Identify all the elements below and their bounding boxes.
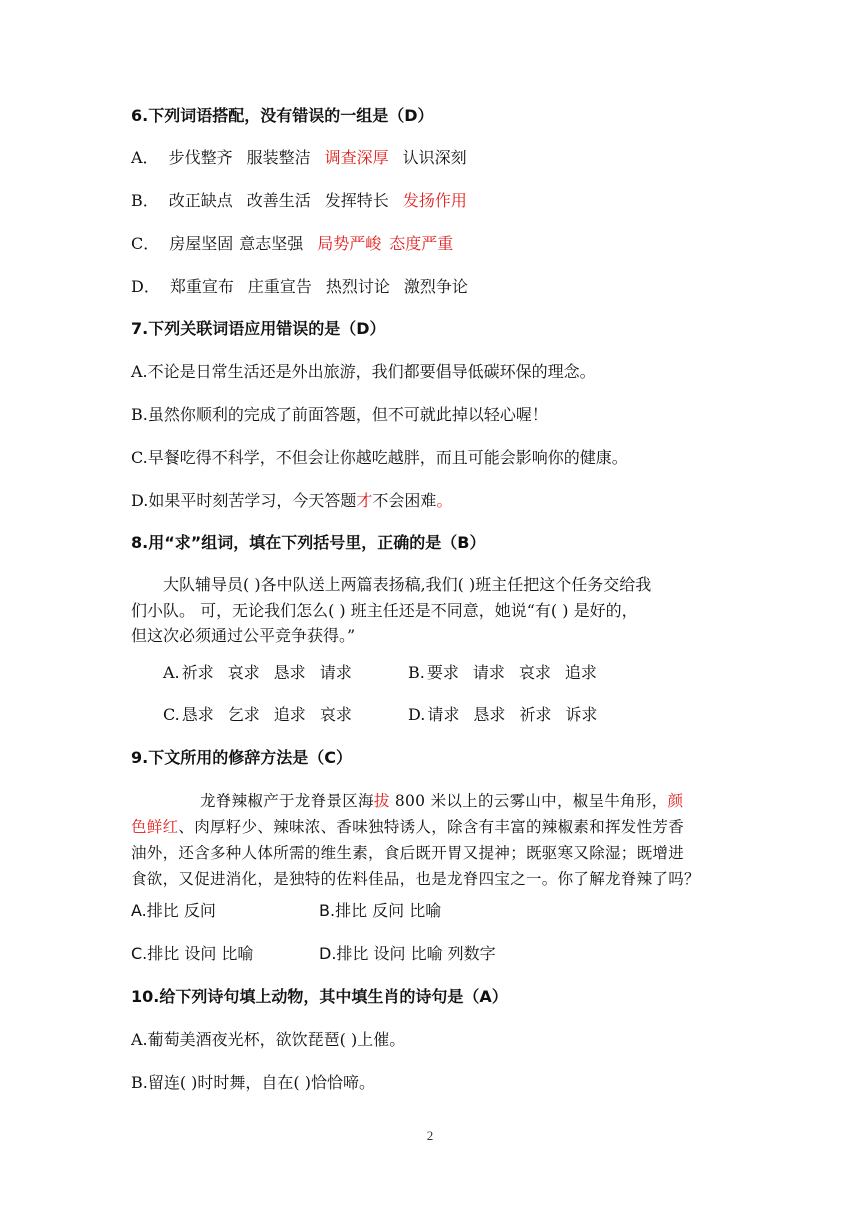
highlighted-word: 拔 <box>373 792 390 810</box>
text: 龙脊辣椒产于龙脊景区海 <box>200 792 374 810</box>
word: 认识深刻 <box>402 148 467 167</box>
word: 诉求 <box>565 705 598 724</box>
word: 祈求 <box>519 705 552 724</box>
option-label: D． <box>131 277 160 296</box>
question-8-title: 8.用“求”组词，填在下列括号里，正确的是（B） <box>131 533 486 552</box>
word: 服装整洁 <box>246 148 311 167</box>
q7-option-a: A.不论是日常生活还是外出旅游，我们都要倡导低碳环保的理念。 <box>131 362 596 381</box>
highlighted-word: 色鲜红 <box>131 818 179 836</box>
q9-option-a: A.排比 反问 <box>131 901 216 920</box>
word: 哀求 <box>518 663 551 682</box>
highlighted-word: 局势严峻 <box>317 234 382 253</box>
word: 恳求 <box>273 663 306 682</box>
word: 改善生活 <box>246 191 311 210</box>
highlighted-word: 调查深厚 <box>324 148 389 167</box>
word: 房屋坚固 <box>169 234 234 253</box>
q6-option-b <box>131 190 481 212</box>
option-label: C. <box>163 705 180 724</box>
word: 追求 <box>564 663 597 682</box>
q6-option-c <box>131 233 467 255</box>
q7-option-d <box>131 490 452 512</box>
word: 要求 <box>426 663 459 682</box>
word: 激烈争论 <box>403 277 468 296</box>
highlighted-word: 颜 <box>667 792 684 810</box>
q10-option-b: B.留连( )时时舞，自在( )恰恰啼。 <box>131 1073 375 1092</box>
q8-paragraph-line-3: 但这次必须通过公平竞争获得。” <box>131 626 356 645</box>
text: 不会困难 <box>372 491 437 510</box>
highlighted-punct: 。 <box>436 491 453 510</box>
q8-paragraph-line-1: 大队辅导员( )各中队送上两篇表扬稿,我们( )班主任把这个任务交给我 <box>163 575 652 594</box>
q8-option-a <box>163 662 366 684</box>
word: 哀求 <box>227 663 260 682</box>
q10-option-a: A.葡萄美酒夜光杯，欲饮琵琶( )上催。 <box>131 1030 406 1049</box>
word: 祈求 <box>181 663 214 682</box>
q8-option-c <box>163 704 366 726</box>
q8-option-d <box>408 704 611 726</box>
word: 热烈讨论 <box>325 277 390 296</box>
word: 追求 <box>273 705 306 724</box>
q6-option-d <box>131 276 482 298</box>
question-10-title: 10.给下列诗句填上动物，其中填生肖的诗句是（A） <box>131 987 508 1006</box>
q8-option-b <box>408 662 611 684</box>
highlighted-word: 才 <box>356 491 373 510</box>
question-6-title: 6.下列词语搭配，没有错误的一组是（D） <box>131 106 434 125</box>
word: 哀求 <box>319 705 352 724</box>
word: 恳求 <box>181 705 214 724</box>
word: 改正缺点 <box>168 191 233 210</box>
option-label: C． <box>131 234 160 253</box>
q9-option-d: D.排比 设问 比喻 列数字 <box>319 944 496 963</box>
word: 庄重宣告 <box>247 277 312 296</box>
option-label: D. <box>408 705 426 724</box>
word: 请求 <box>427 705 460 724</box>
option-label: A. <box>163 663 180 682</box>
text: D.如果平时刻苦学习，今天答题 <box>131 491 357 510</box>
question-7-title: 7.下列关联词语应用错误的是（D） <box>131 319 386 338</box>
option-label: B． <box>131 191 159 210</box>
q7-option-c: C.早餐吃得不科学，不但会让你越吃越胖，而且可能会影响你的健康。 <box>131 448 628 467</box>
text: 、肉厚籽少、辣味浓、香味独特诱人，除含有丰富的辣椒素和挥发性芳香 <box>178 818 685 836</box>
q7-option-b: B.虽然你顺利的完成了前面答题，但不可就此掉以轻心喔！ <box>131 405 548 424</box>
text: 800 米以上的云雾山中，椒呈牛角形， <box>389 792 668 810</box>
q9-passage-line-1 <box>200 788 683 815</box>
q9-option-b: B.排比 反问 比喻 <box>319 901 442 920</box>
q9-passage-line-2 <box>131 814 684 841</box>
question-9-title: 9.下文所用的修辞方法是（C） <box>131 748 352 767</box>
option-label: B. <box>408 663 425 682</box>
q6-option-a <box>131 147 481 169</box>
word: 郑重宣布 <box>169 277 234 296</box>
option-label: A． <box>131 148 159 167</box>
q9-passage-line-4: 食欲，又促进消化，是独特的佐料佳品，也是龙脊四宝之一。你了解龙脊辣了吗？ <box>131 870 700 888</box>
word: 意志坚强 <box>239 234 304 253</box>
word: 乞求 <box>227 705 260 724</box>
q9-option-c: C.排比 设问 比喻 <box>131 944 254 963</box>
word: 请求 <box>472 663 505 682</box>
q9-passage-line-3: 油外，还含多种人体所需的维生素，食后既开胃又提神；既驱寒又除湿；既增进 <box>131 844 685 862</box>
word: 恳求 <box>473 705 506 724</box>
word: 发挥特长 <box>324 191 389 210</box>
word: 步伐整齐 <box>168 148 233 167</box>
word: 请求 <box>319 663 352 682</box>
page-number: 2 <box>426 1128 434 1143</box>
highlighted-word: 态度严重 <box>389 234 454 253</box>
highlighted-word: 发扬作用 <box>402 191 467 210</box>
q8-paragraph-line-2: 们小队。 可，无论我们怎么( ) 班主任还是不同意，她说“有( ) 是好的， <box>131 601 638 620</box>
